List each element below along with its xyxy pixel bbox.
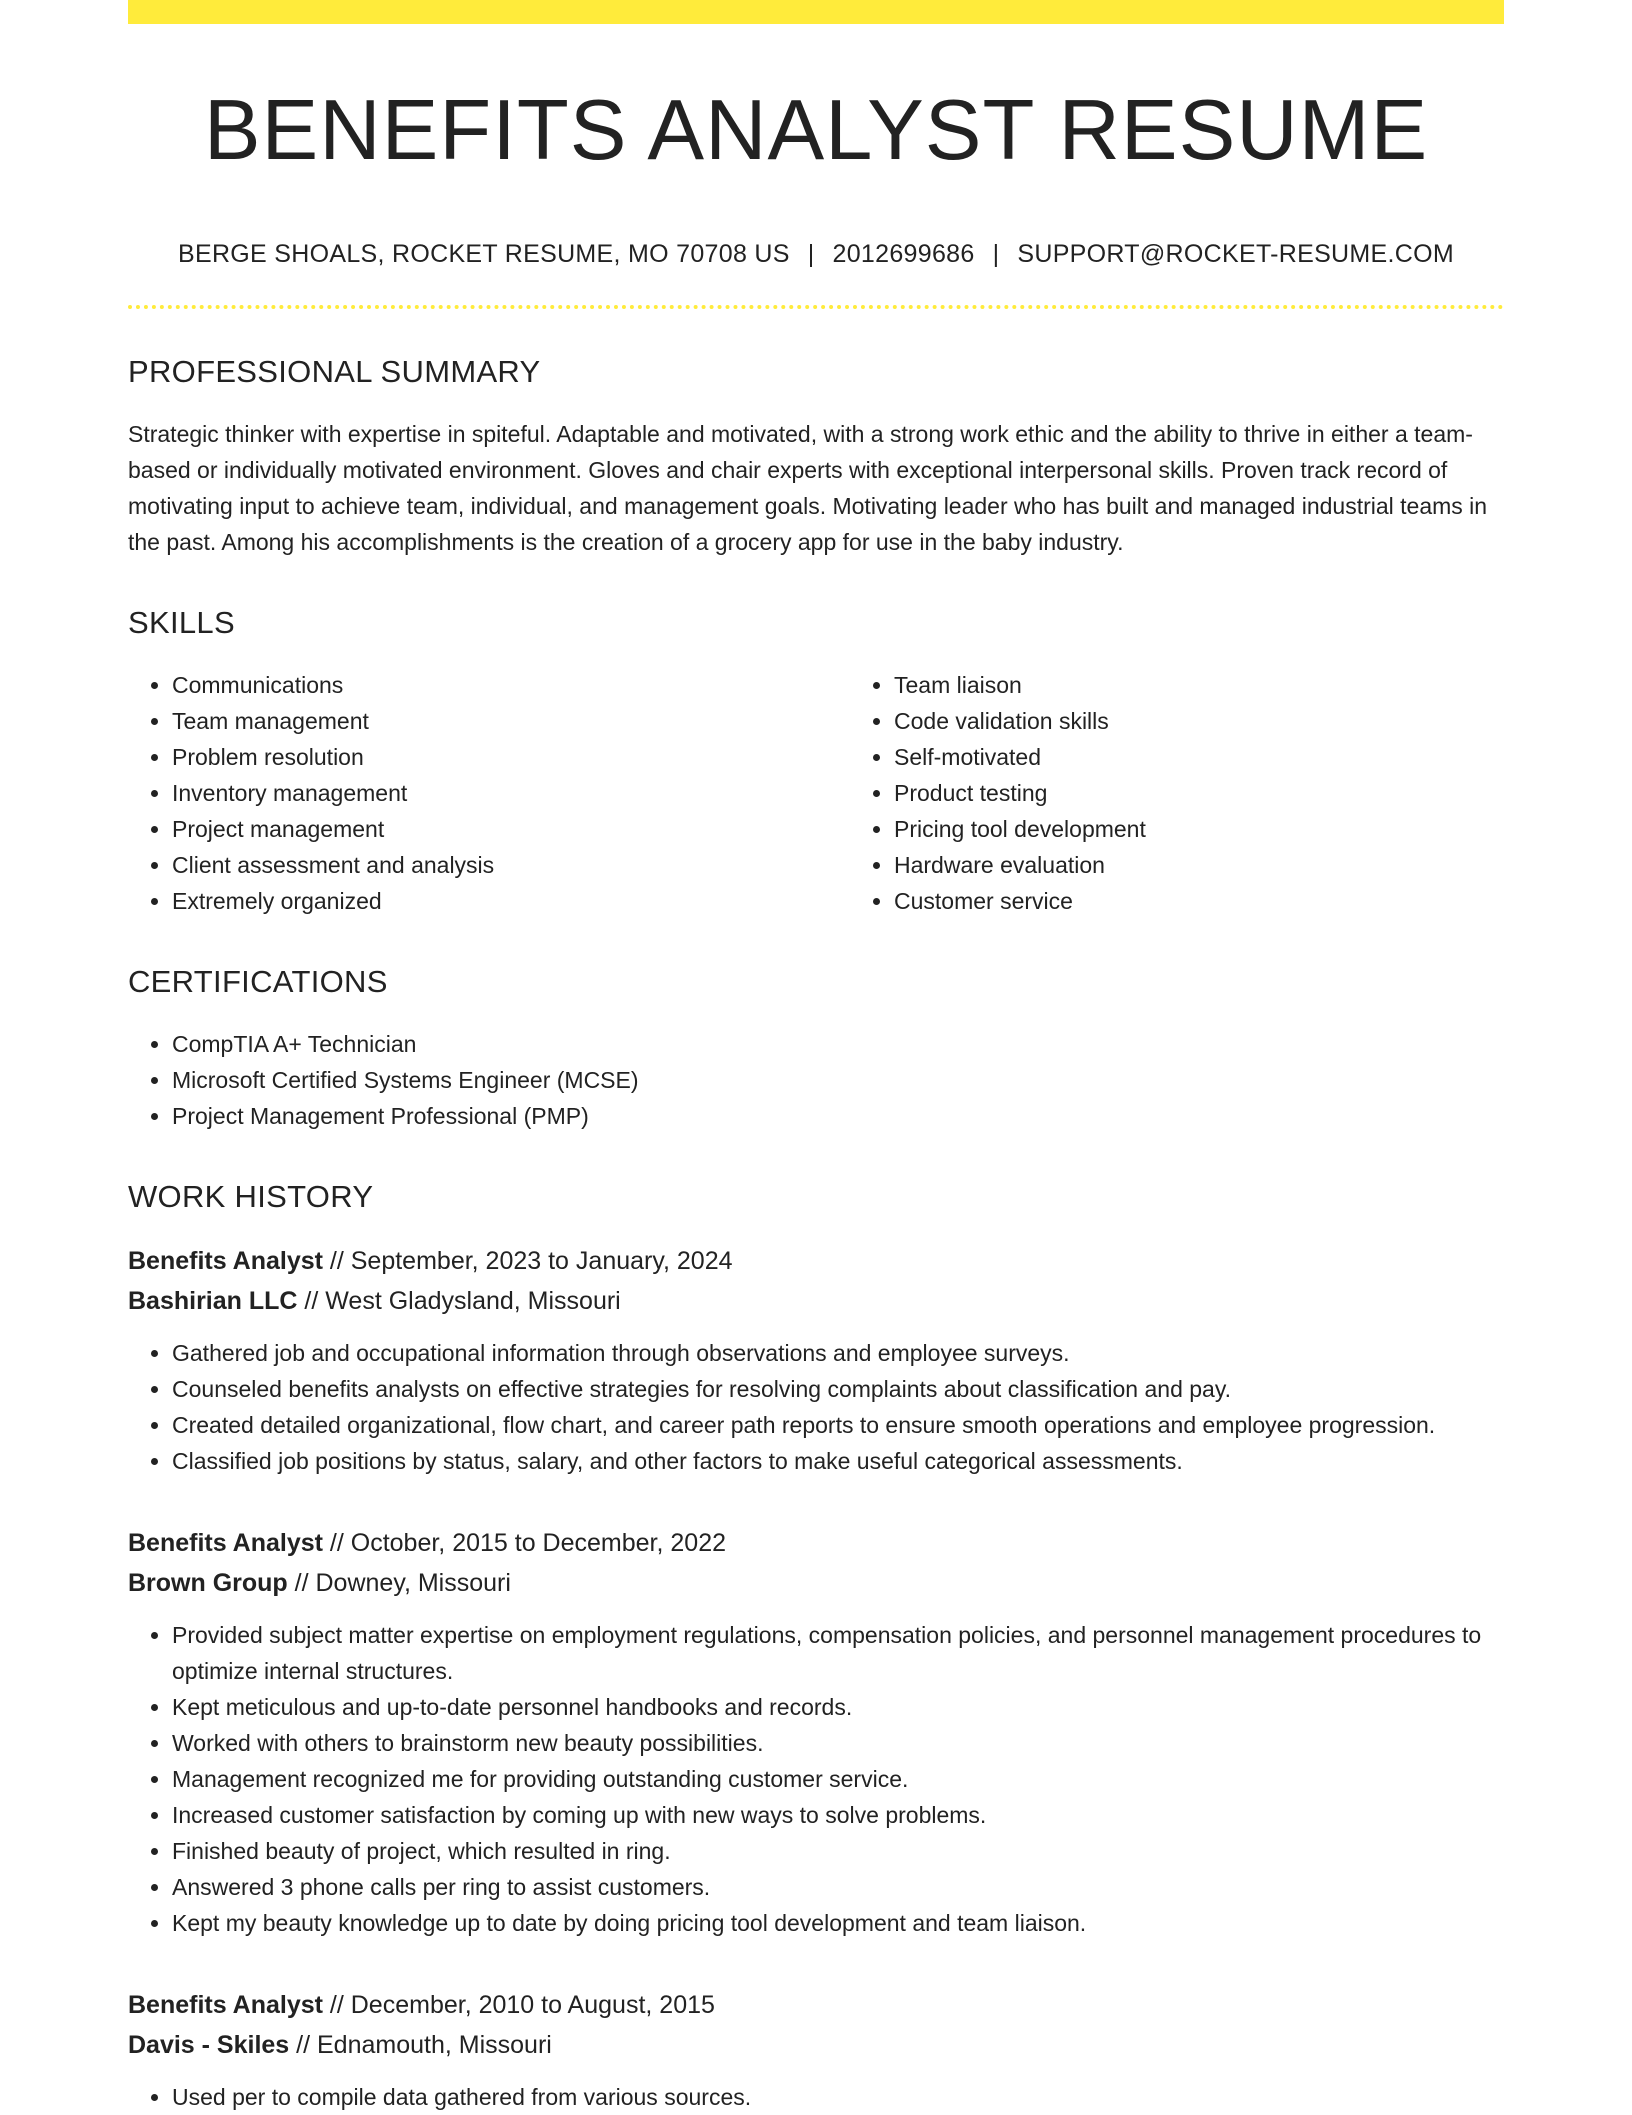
- certification-item: • CompTIA A+ Technician: [172, 1026, 1504, 1062]
- certification-item: • Project Management Professional (PMP): [172, 1098, 1504, 1134]
- contact-phone: 2012699686: [832, 239, 975, 268]
- job-entry: [128, 1985, 1504, 2115]
- job-company: Bashirian LLC: [128, 1287, 298, 1316]
- dotted-divider: [128, 305, 1504, 309]
- job-company: Davis - Skiles: [128, 2031, 290, 2060]
- skills-right-list: [850, 667, 1572, 919]
- skill-item: • Pricing tool development: [894, 811, 1572, 847]
- certifications-list: [128, 1026, 1504, 1134]
- job-bullet: • Created detailed organizational, flow chart, and career path reports to ensure smooth operations and employee progression.: [172, 1407, 1504, 1443]
- job-bullet: • Counseled benefits analysts on effective strategies for resolving complaints about classification and pay.: [172, 1371, 1504, 1407]
- job-title-line: [128, 1523, 1504, 1563]
- summary-heading: PROFESSIONAL SUMMARY: [128, 353, 541, 389]
- skill-item: • Hardware evaluation: [894, 847, 1572, 883]
- contact-email[interactable]: SUPPORT@ROCKET-RESUME.COM: [1017, 239, 1454, 268]
- job-location: // Ednamouth, Missouri: [289, 2031, 552, 2060]
- contact-address: BERGE SHOALS, ROCKET RESUME, MO 70708 US: [178, 239, 790, 268]
- skill-item: • Inventory management: [172, 775, 850, 811]
- certifications-heading: CERTIFICATIONS: [128, 963, 388, 999]
- job-title-line: [128, 1241, 1504, 1281]
- job-company-line: [128, 1281, 1504, 1321]
- resume-page: [128, 0, 1504, 2115]
- job-company-line: [128, 1563, 1504, 1603]
- job-title-line: [128, 1985, 1504, 2025]
- job-bullet: • Worked with others to brainstorm new beauty possibilities.: [172, 1725, 1504, 1761]
- job-bullets: [128, 1617, 1504, 1941]
- job-bullet: • Kept my beauty knowledge up to date by doing pricing tool development and team liaison.: [172, 1905, 1504, 1941]
- skill-item: • Customer service: [894, 883, 1572, 919]
- job-dates: // September, 2023 to January, 2024: [322, 1247, 733, 1276]
- skill-item: • Self-motivated: [894, 739, 1572, 775]
- job-dates: // December, 2010 to August, 2015: [322, 1991, 715, 2020]
- resume-title: BENEFITS ANALYST RESUME: [203, 83, 1429, 178]
- skill-item: • Team liaison: [894, 667, 1572, 703]
- skill-item: • Code validation skills: [894, 703, 1572, 739]
- accent-top-bar: [128, 0, 1504, 24]
- job-entry: [128, 1241, 1504, 1479]
- job-bullet: • Finished beauty of project, which resulted in ring.: [172, 1833, 1504, 1869]
- job-title: Benefits Analyst: [128, 1247, 323, 1276]
- job-location: // West Gladysland, Missouri: [297, 1287, 621, 1316]
- skill-item: • Extremely organized: [172, 883, 850, 919]
- contact-separator: |: [992, 239, 1000, 268]
- job-entry: [128, 1523, 1504, 1941]
- job-title: Benefits Analyst: [128, 1529, 323, 1558]
- skills-heading: SKILLS: [128, 604, 235, 640]
- summary-text: Strategic thinker with expertise in spiteful. Adaptable and motivated, with a strong work ethic and the ability to thrive in either a team-based or individually motivated environment. Gloves and chair experts with exceptional interpersonal skills. Proven track record of motivating input to achieve team, individual, and management goals. Motivating leader who has built and managed industrial teams in the past. Among his accomplishments is the creation of a grocery app for use in the baby industry.: [128, 420, 1488, 555]
- job-bullet: • Answered 3 phone calls per ring to assist customers.: [172, 1869, 1504, 1905]
- job-company-line: [128, 2025, 1504, 2065]
- job-bullet: • Gathered job and occupational information through observations and employee surveys.: [172, 1335, 1504, 1371]
- job-bullet: • Used per to compile data gathered from various sources.: [172, 2079, 1504, 2115]
- skill-item: • Client assessment and analysis: [172, 847, 850, 883]
- contact-separator: |: [807, 239, 815, 268]
- skill-item: • Team management: [172, 703, 850, 739]
- contact-line: [128, 240, 1504, 269]
- job-company: Brown Group: [128, 1569, 288, 1598]
- job-location: // Downey, Missouri: [287, 1569, 511, 1598]
- skills-columns: [128, 667, 1504, 919]
- job-bullet: • Increased customer satisfaction by coming up with new ways to solve problems.: [172, 1797, 1504, 1833]
- job-bullet: • Management recognized me for providing outstanding customer service.: [172, 1761, 1504, 1797]
- skills-left-list: [128, 667, 850, 919]
- job-bullet: • Classified job positions by status, salary, and other factors to make useful categorical assessments.: [172, 1443, 1504, 1479]
- job-dates: // October, 2015 to December, 2022: [322, 1529, 726, 1558]
- job-bullet: • Provided subject matter expertise on employment regulations, compensation policies, and personnel management procedures to optimize internal structures.: [172, 1617, 1504, 1689]
- skill-item: • Product testing: [894, 775, 1572, 811]
- job-bullets: [128, 1335, 1504, 1479]
- skill-item: • Problem resolution: [172, 739, 850, 775]
- skill-item: • Project management: [172, 811, 850, 847]
- job-bullets: [128, 2079, 1504, 2115]
- job-title: Benefits Analyst: [128, 1991, 323, 2020]
- job-bullet: • Kept meticulous and up-to-date personnel handbooks and records.: [172, 1689, 1504, 1725]
- skill-item: • Communications: [172, 667, 850, 703]
- certification-item: • Microsoft Certified Systems Engineer (MCSE): [172, 1062, 1504, 1098]
- work-history-heading: WORK HISTORY: [128, 1179, 374, 1215]
